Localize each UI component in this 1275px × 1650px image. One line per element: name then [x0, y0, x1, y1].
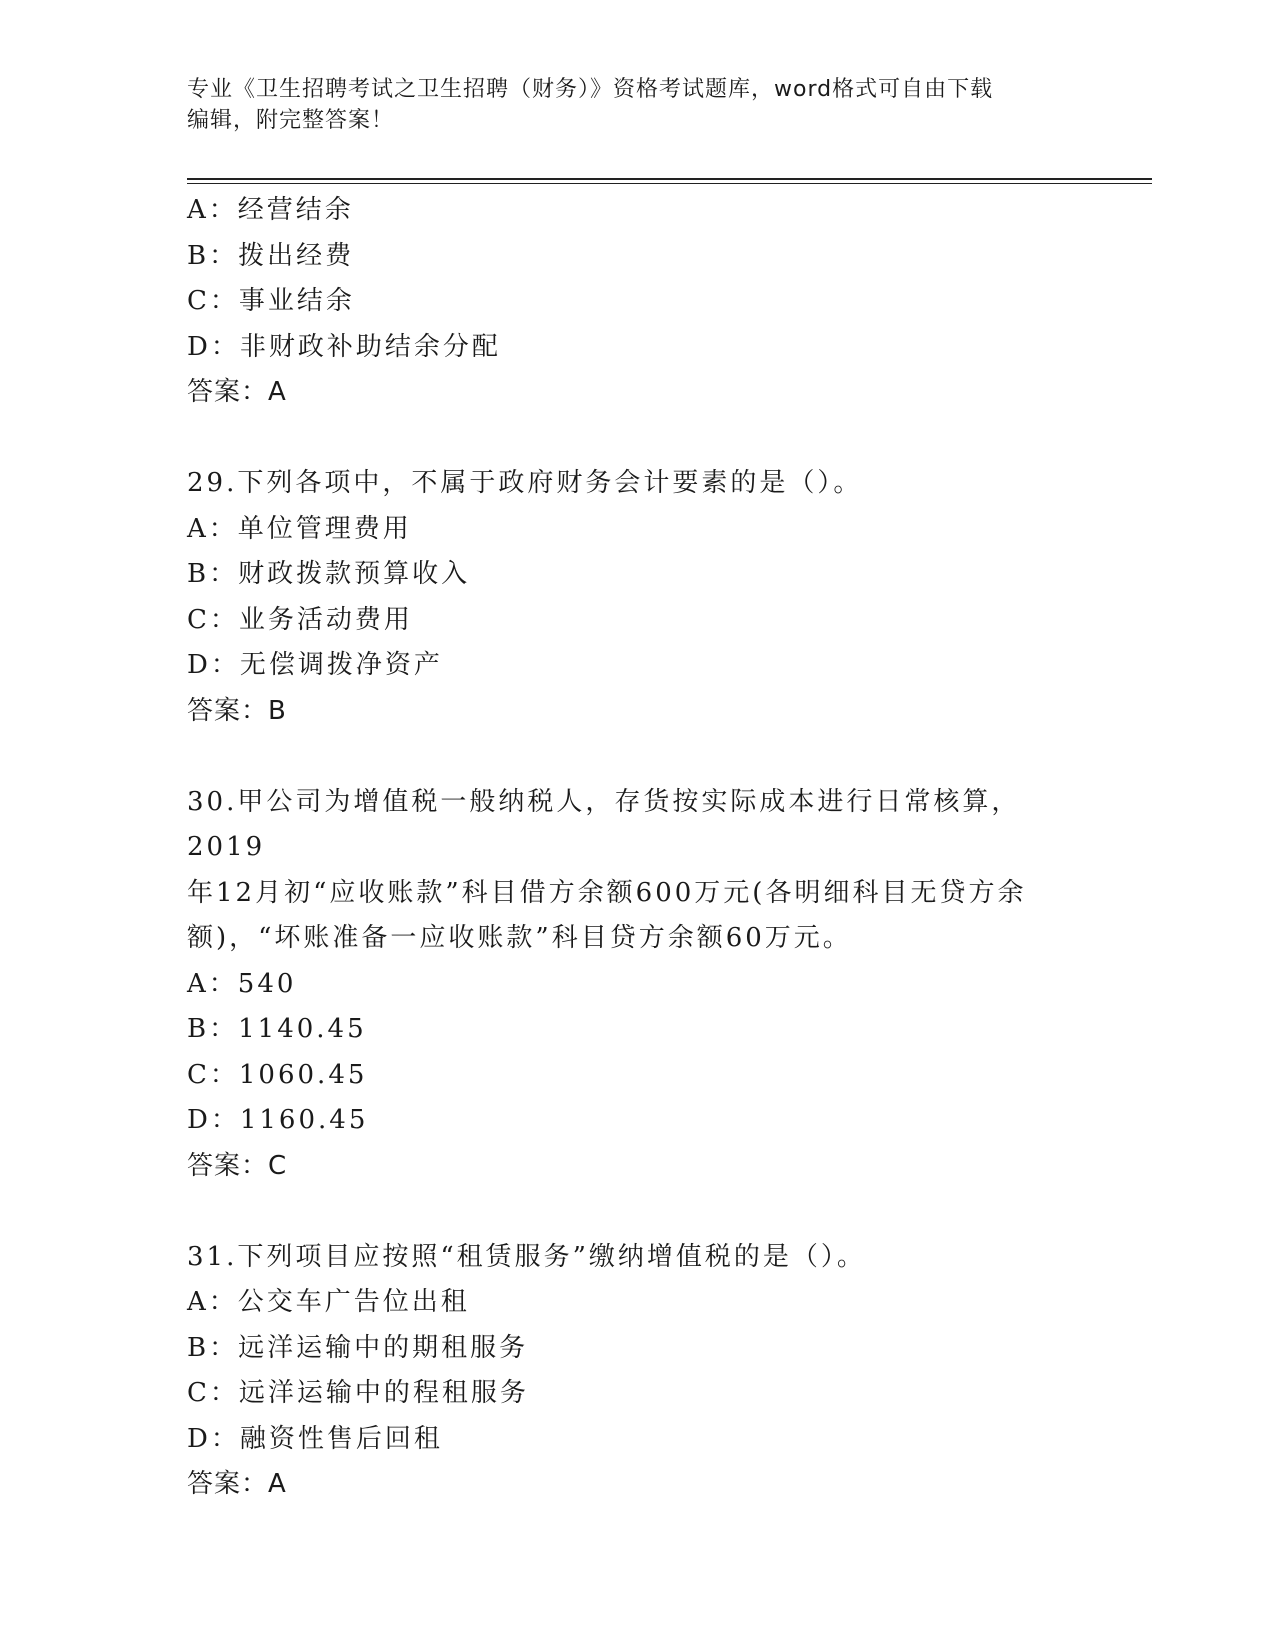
- option-a: A：单位管理费用: [187, 513, 412, 544]
- question-stem-line-2: 年12月初“应收账款”科目借方余额600万元(各明细科目无贷方余: [187, 877, 1027, 908]
- question-30-block: [187, 780, 1087, 1190]
- option-a: A：540: [187, 968, 297, 999]
- answer-line: 答案：B: [187, 695, 287, 726]
- spacer: [187, 416, 1087, 462]
- question-stem: 29.下列各项中，不属于政府财务会计要素的是（）。: [187, 468, 863, 498]
- option-b: B：拨出经费: [187, 240, 355, 271]
- header-line-2: 编辑，附完整答案！: [187, 108, 395, 133]
- question-stem-line-3: 额)，“坏账准备一应收账款”科目贷方余额60万元。: [187, 923, 852, 953]
- question-list: [187, 188, 1087, 1508]
- option-b: B：远洋运输中的期租服务: [187, 1332, 529, 1363]
- spacer: [187, 734, 1087, 780]
- answer-line: 答案：C: [187, 1150, 288, 1181]
- option-c: C：1060.45: [187, 1059, 368, 1090]
- spacer: [187, 1189, 1087, 1235]
- question-28-block: [187, 188, 1087, 416]
- header-line-1: 专业《卫生招聘考试之卫生招聘（财务）》资格考试题库，word格式可自由下载: [187, 77, 994, 102]
- answer-line: 答案：A: [187, 377, 287, 407]
- question-stem-line-1: 30.甲公司为增值税一般纳税人，存货按实际成本进行日常核算，2019: [187, 786, 1021, 862]
- option-c: C：远洋运输中的程租服务: [187, 1378, 529, 1408]
- question-31-block: [187, 1235, 1087, 1508]
- question-29-block: [187, 461, 1087, 734]
- answer-line: 答案：A: [187, 1469, 287, 1499]
- option-d: D：非财政补助结余分配: [187, 331, 501, 362]
- document-header: [187, 74, 1067, 136]
- option-d: D：1160.45: [187, 1105, 369, 1135]
- option-c: C：事业结余: [187, 286, 355, 316]
- option-a: A：公交车广告位出租: [187, 1287, 470, 1317]
- option-d: D：无偿调拨净资产: [187, 650, 443, 680]
- option-b: B：1140.45: [187, 1014, 367, 1044]
- option-b: B：财政拨款预算收入: [187, 559, 471, 589]
- question-stem: 31.下列项目应按照“租赁服务”缴纳增值税的是（）。: [187, 1241, 866, 1272]
- header-divider-thick: [187, 178, 1152, 180]
- option-a: A：经营结余: [187, 195, 354, 225]
- option-d: D：融资性售后回租: [187, 1423, 443, 1454]
- option-c: C：业务活动费用: [187, 604, 413, 635]
- header-divider-thin: [187, 183, 1152, 184]
